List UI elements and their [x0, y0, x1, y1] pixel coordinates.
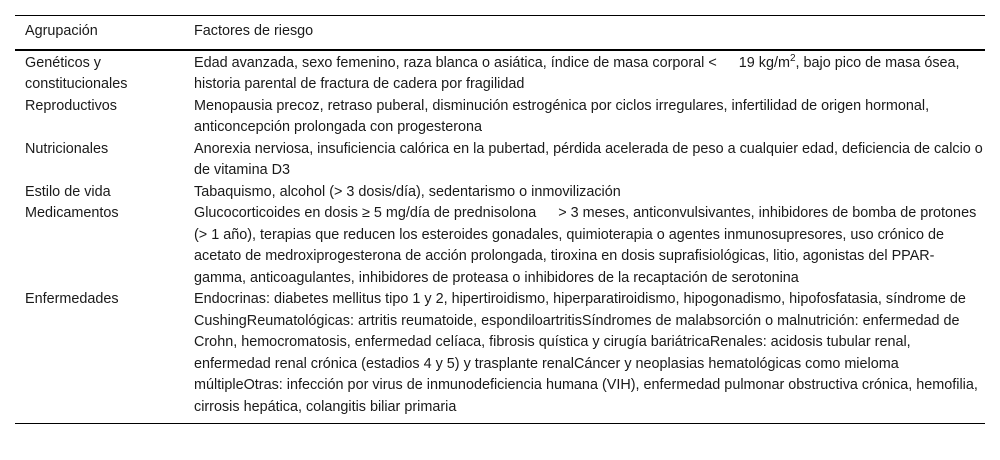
- row-factors: Menopausia precoz, retraso puberal, disminución estrogénica por ciclos irregulares, infertilidad de origen hormonal, anticoncepción prolongada con progesterona: [194, 97, 930, 135]
- header-agrupacion: Agrupación: [25, 23, 98, 39]
- table-row: [15, 139, 985, 182]
- header-factores: Factores de riesgo: [194, 23, 314, 39]
- row-factors: Endocrinas: diabetes mellitus tipo 1 y 2, hipertiroidismo, hiperparatiroidismo, hipogonadismo, hipofosfatasia, síndrome de CushingReumatológicas: artritis reumatoide, espondiloartritisSíndromes de malabsorción o malnutrición: enfermedad de Crohn, hemocromatosis, enfermedad celíaca, fibrosis quística y cirugía bariátricaRenales: acidosis tubular renal, enfermedad renal crónica (estadios 4 y 5) y trasplante renalCáncer y neoplasias hematológicas como mieloma múltipleOtras: infección por virus de inmunodeficiencia humana (VIH), enfermedad pulmonar obstructiva crónica, hemofilia, cirrosis hepática, colangitis biliar primaria: [194, 291, 978, 415]
- table-row: [15, 289, 985, 424]
- table-header-row: [15, 16, 985, 50]
- row-group: Genéticos y constitucionales: [25, 54, 128, 92]
- row-group: Estilo de vida: [25, 183, 111, 200]
- row-factors: Tabaquismo, alcohol (> 3 dosis/día), sedentarismo o inmovilización: [194, 183, 621, 200]
- table-row: [15, 50, 985, 96]
- table-row: [15, 96, 985, 139]
- table-row: [15, 182, 985, 204]
- risk-factors-table: [15, 15, 985, 424]
- row-group: Enfermedades: [25, 291, 119, 307]
- row-group: Reproductivos: [25, 97, 117, 114]
- table-row: [15, 203, 985, 289]
- row-group: Medicamentos: [25, 205, 119, 221]
- row-factors: Edad avanzada, sexo femenino, raza blanca o asiática, índice de masa corporal < 19 $kg/m^2$, bajo pico de masa ósea, historia parental de fractura de cadera por fragilidad: [194, 52, 960, 92]
- row-group: Nutricionales: [25, 140, 109, 157]
- risk-factors-table-container: [15, 15, 985, 424]
- row-factors: Anorexia nerviosa, insuficiencia calórica en la pubertad, pérdida acelerada de peso a cualquier edad, deficiencia de calcio o de vitamina D3: [194, 140, 983, 178]
- row-factors: Glucocorticoides en dosis ≥ 5 mg/día de prednisolona > 3 meses, anticonvulsivantes, inhibidores de bomba de protones (> 1 año), terapias que reducen los esteroides gonadales, quimioterapia o agentes inmunosupresores, uso crónico de acetato de medroxiprogesterona de acción prolongada, tiroxina en dosis suprafisiológicas, litio, agonistas del PPAR-gamma, anticoagulantes, inhibidores de proteasa o inhibidores de la recaptación de serotonina: [194, 205, 977, 286]
